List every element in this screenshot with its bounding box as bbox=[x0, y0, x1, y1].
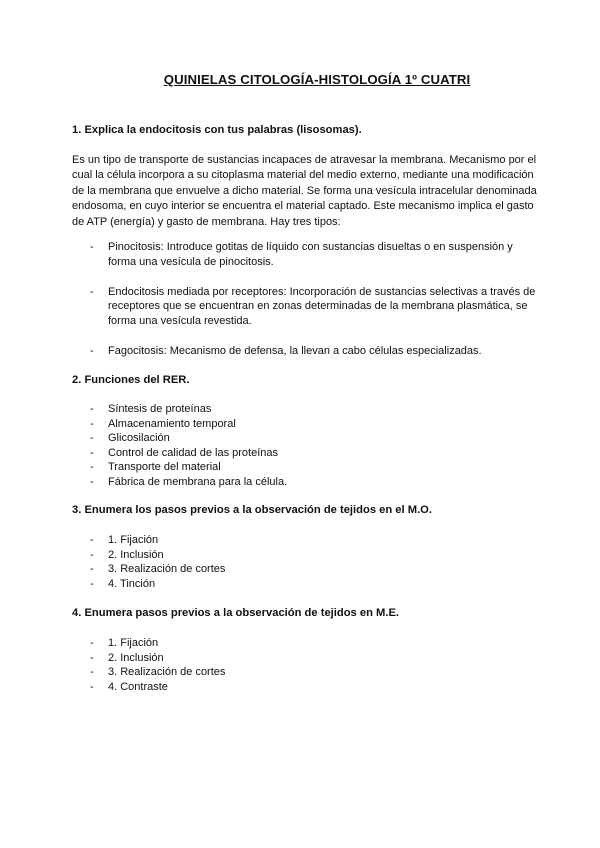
list-item bbox=[0, 680, 538, 695]
list-bullet: - bbox=[90, 432, 94, 445]
list-item bbox=[0, 240, 538, 270]
list-item-text: 4. Contraste bbox=[108, 680, 168, 693]
list-item bbox=[0, 651, 538, 666]
question-3-list bbox=[0, 533, 538, 591]
question-4-heading: 4. Enumera pasos previos a la observación de tejidos en M.E. bbox=[72, 607, 400, 619]
list-item bbox=[0, 577, 538, 592]
list-bullet: - bbox=[90, 563, 94, 576]
list-bullet: - bbox=[90, 475, 94, 488]
list-item bbox=[0, 548, 538, 563]
list-item-text: 4. Tinción bbox=[108, 577, 156, 590]
list-bullet: - bbox=[90, 241, 94, 253]
list-item-text: Síntesis de proteínas bbox=[108, 403, 212, 415]
list-item-text: Almacenamiento temporal bbox=[108, 417, 236, 430]
list-item bbox=[0, 285, 538, 329]
list-item-text: Endocitosis mediada por receptores: Incorporación de sustancias selectivas a través de receptores que se encuentran en zonas determinadas de la membrana plasmática, se forma una vesícula revestida. bbox=[108, 285, 536, 328]
list-bullet: - bbox=[90, 666, 94, 679]
list-item bbox=[0, 533, 538, 548]
list-item-text: Fagocitosis: Mecanismo de defensa, la llevan a cabo células especializadas. bbox=[108, 344, 482, 357]
list-item-text: Pinocitosis: Introduce gotitas de líquido con sustancias disueltas o en suspensión y forma una vesícula de pinocitosis. bbox=[108, 241, 513, 268]
question-2-heading: 2. Funciones del RER. bbox=[72, 374, 190, 386]
list-item bbox=[0, 417, 538, 432]
list-item bbox=[0, 562, 538, 577]
list-bullet: - bbox=[90, 680, 94, 693]
question-3-heading: 3. Enumera los pasos previos a la observación de tejidos en el M.O. bbox=[72, 504, 432, 516]
list-item bbox=[0, 446, 538, 461]
list-bullet: - bbox=[90, 577, 94, 590]
page-title: QUINIELAS CITOLOGÍA-HISTOLOGÍA 1º CUATRI bbox=[163, 72, 471, 87]
list-item bbox=[0, 431, 538, 446]
list-item-text: 2. Inclusión bbox=[108, 651, 164, 664]
list-item bbox=[0, 665, 538, 680]
question-1-list bbox=[0, 240, 538, 359]
list-bullet: - bbox=[90, 285, 94, 298]
list-bullet: - bbox=[90, 548, 94, 561]
list-item bbox=[0, 402, 538, 417]
list-bullet: - bbox=[90, 637, 94, 649]
list-bullet: - bbox=[90, 534, 94, 546]
list-item-text: 1. Fijación bbox=[108, 534, 159, 546]
list-item bbox=[0, 344, 538, 359]
list-item-text: Control de calidad de las proteínas bbox=[108, 446, 278, 459]
list-bullet: - bbox=[90, 446, 94, 459]
list-item-text: 1. Fijación bbox=[108, 637, 159, 649]
question-1-paragraph: Es un tipo de transporte de sustancias incapaces de atravesar la membrana. Mecanismo por el cual la célula incorpora a su citoplasma material del medio externo, mediante una modificación de la membrana que envuelve a dicho material. Se forma una vesícula intracelular denominada endosoma, en cuyo interior se encuentra el material captado. Este mecanismo implica el gasto de ATP (energía) y gasto de membrana. Hay tres tipos: bbox=[72, 154, 537, 228]
list-bullet: - bbox=[90, 417, 94, 430]
list-item-text: Glicosilación bbox=[108, 432, 170, 445]
list-item-text: Transporte del material bbox=[108, 461, 221, 474]
list-item bbox=[0, 636, 538, 651]
list-item-text: 3. Realización de cortes bbox=[108, 563, 226, 576]
question-1-heading: 1. Explica la endocitosis con tus palabras (lisosomas). bbox=[72, 124, 362, 136]
list-bullet: - bbox=[90, 461, 94, 474]
list-item bbox=[0, 460, 538, 475]
question-4-list bbox=[0, 636, 538, 694]
list-bullet: - bbox=[90, 403, 94, 415]
list-item-text: 3. Realización de cortes bbox=[108, 666, 226, 679]
list-item-text: Fábrica de membrana para la célula. bbox=[108, 475, 288, 488]
list-bullet: - bbox=[90, 651, 94, 664]
list-bullet: - bbox=[90, 344, 94, 357]
list-item-text: 2. Inclusión bbox=[108, 548, 164, 561]
list-item bbox=[0, 475, 538, 490]
question-2-list bbox=[0, 402, 538, 490]
